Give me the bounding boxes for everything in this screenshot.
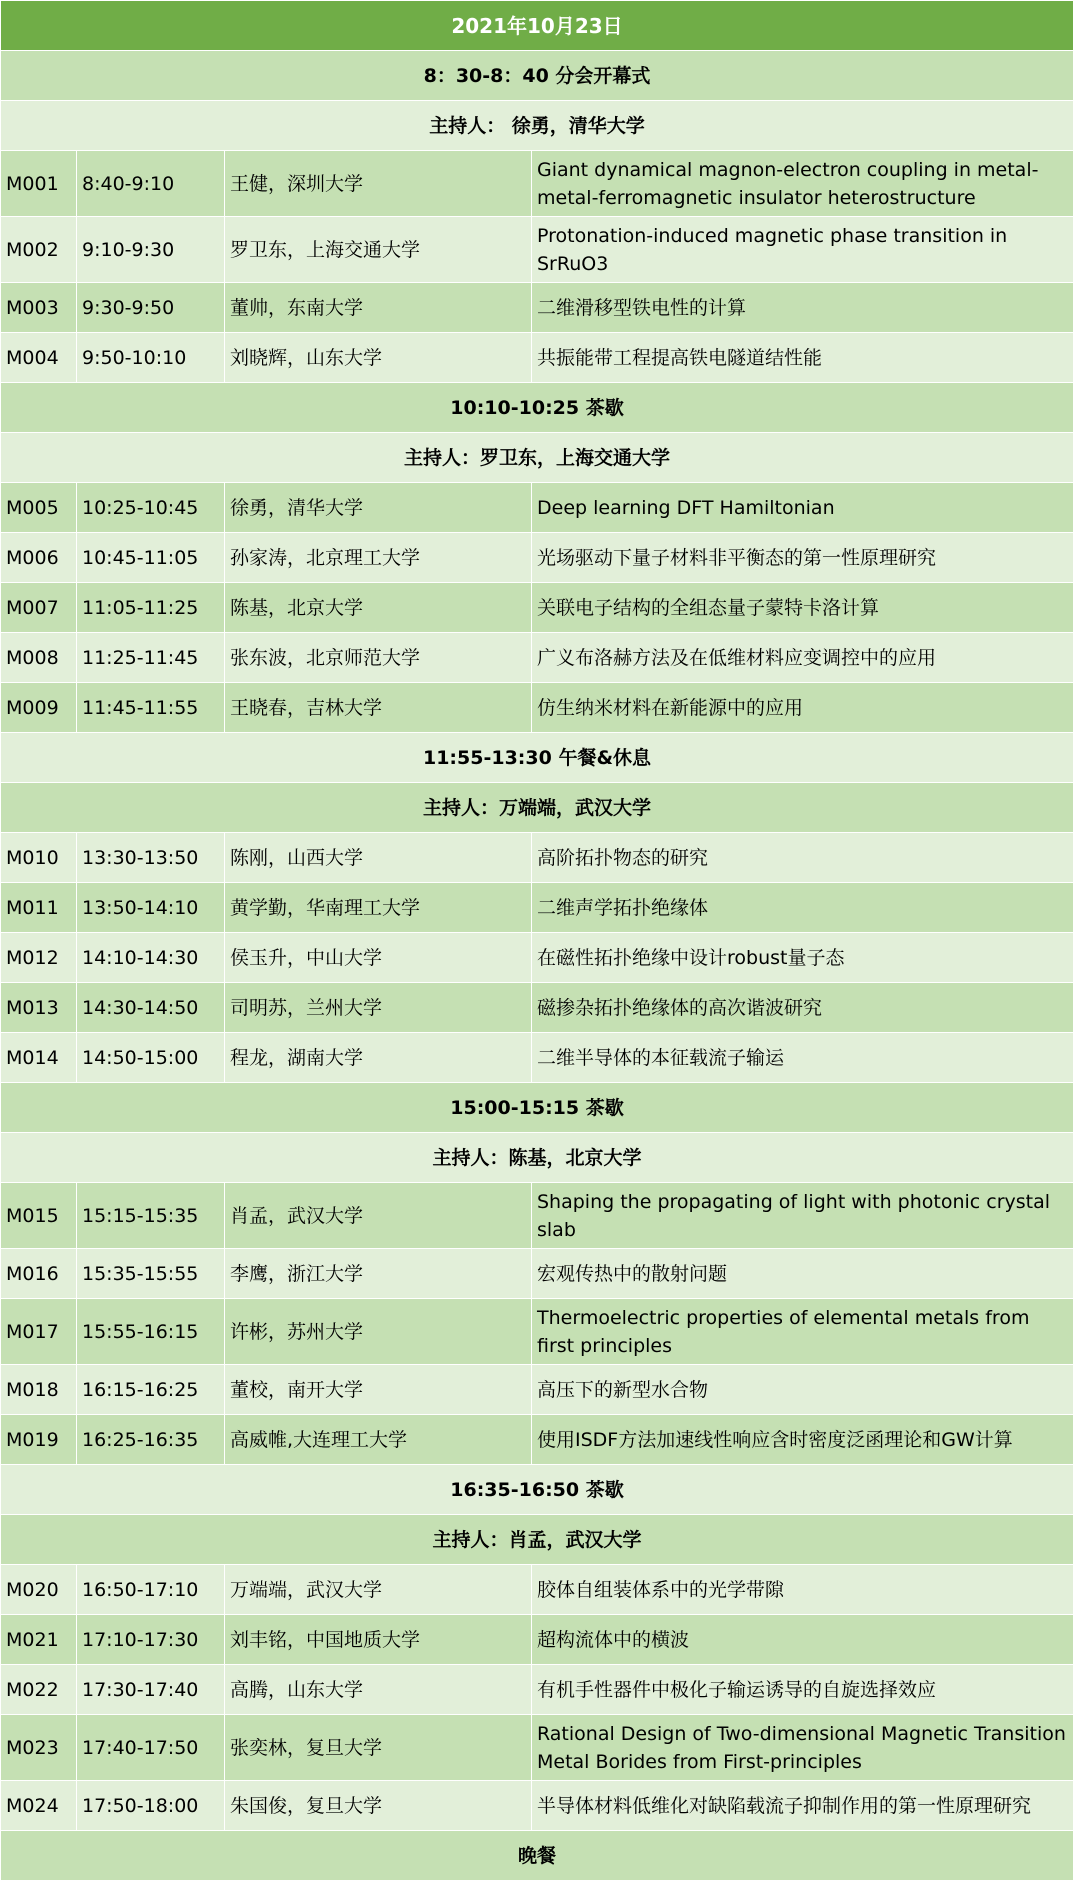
date-header-row [1, 1, 1073, 51]
talk-time: 11:25-11:45 [77, 633, 225, 683]
talk-id: M002 [1, 217, 77, 283]
talk-speaker: 程龙，湖南大学 [225, 1033, 532, 1083]
session-banner-row [1, 383, 1073, 433]
talk-id: M008 [1, 633, 77, 683]
talk-title: Giant dynamical magnon-electron coupling in metal-metal-ferromagnetic insulator heterostructure [532, 151, 1073, 217]
talk-id: M016 [1, 1249, 77, 1299]
talk-speaker: 陈刚，山西大学 [225, 833, 532, 883]
talk-id: M004 [1, 333, 77, 383]
talk-speaker: 徐勇，清华大学 [225, 483, 532, 533]
talk-speaker: 高威帷,大连理工大学 [225, 1415, 532, 1465]
talk-id: M009 [1, 683, 77, 733]
talk-speaker: 司明苏，兰州大学 [225, 983, 532, 1033]
talk-title: 二维声学拓扑绝缘体 [532, 883, 1073, 933]
talk-id: M012 [1, 933, 77, 983]
talk-row [1, 833, 1073, 883]
talk-title: 胶体自组装体系中的光学带隙 [532, 1565, 1073, 1615]
talk-id: M021 [1, 1615, 77, 1665]
talk-id: M011 [1, 883, 77, 933]
talk-row [1, 533, 1073, 583]
talk-title: 半导体材料低维化对缺陷载流子抑制作用的第一性原理研究 [532, 1781, 1073, 1831]
talk-speaker: 刘丰铭，中国地质大学 [225, 1615, 532, 1665]
talk-speaker: 黄学勤，华南理工大学 [225, 883, 532, 933]
session-banner: 16:35-16:50 茶歇 [1, 1465, 1073, 1515]
talk-time: 9:50-10:10 [77, 333, 225, 383]
talk-row [1, 1415, 1073, 1465]
talk-id: M018 [1, 1365, 77, 1415]
session-banner-row [1, 101, 1073, 151]
talk-row [1, 483, 1073, 533]
talk-id: M014 [1, 1033, 77, 1083]
talk-row [1, 1715, 1073, 1781]
session-banner: 主持人： 徐勇，清华大学 [1, 101, 1073, 151]
talk-row [1, 1565, 1073, 1615]
talk-time: 11:05-11:25 [77, 583, 225, 633]
talk-speaker: 侯玉升，中山大学 [225, 933, 532, 983]
talk-title: 共振能带工程提高铁电隧道结性能 [532, 333, 1073, 383]
talk-row [1, 583, 1073, 633]
talk-title: 高阶拓扑物态的研究 [532, 833, 1073, 883]
session-banner: 主持人：罗卫东，上海交通大学 [1, 433, 1073, 483]
talk-speaker: 万端端，武汉大学 [225, 1565, 532, 1615]
session-banner-row [1, 1083, 1073, 1133]
talk-id: M015 [1, 1183, 77, 1249]
talk-row [1, 1033, 1073, 1083]
talk-id: M013 [1, 983, 77, 1033]
talk-row [1, 1299, 1073, 1365]
session-banner: 主持人：万端端，武汉大学 [1, 783, 1073, 833]
talk-time: 16:50-17:10 [77, 1565, 225, 1615]
talk-id: M003 [1, 283, 77, 333]
date-header: 2021年10月23日 [1, 1, 1073, 51]
talk-title: Protonation-induced magnetic phase transition in SrRuO3 [532, 217, 1073, 283]
talk-title: 高压下的新型水合物 [532, 1365, 1073, 1415]
session-banner-row [1, 51, 1073, 101]
session-banner: 10:10-10:25 茶歇 [1, 383, 1073, 433]
talk-title: Deep learning DFT Hamiltonian [532, 483, 1073, 533]
talk-title: 关联电子结构的全组态量子蒙特卡洛计算 [532, 583, 1073, 633]
session-banner-row [1, 1515, 1073, 1565]
talk-time: 14:10-14:30 [77, 933, 225, 983]
talk-speaker: 罗卫东，上海交通大学 [225, 217, 532, 283]
talk-speaker: 孙家涛，北京理工大学 [225, 533, 532, 583]
talk-id: M005 [1, 483, 77, 533]
talk-row [1, 1615, 1073, 1665]
talk-row [1, 1781, 1073, 1831]
session-banner-row [1, 433, 1073, 483]
talk-speaker: 王晓春，吉林大学 [225, 683, 532, 733]
talk-title: 二维半导体的本征载流子输运 [532, 1033, 1073, 1083]
talk-title: 二维滑移型铁电性的计算 [532, 283, 1073, 333]
talk-speaker: 朱国俊，复旦大学 [225, 1781, 532, 1831]
talk-row [1, 333, 1073, 383]
talk-speaker: 张奕林，复旦大学 [225, 1715, 532, 1781]
talk-time: 17:30-17:40 [77, 1665, 225, 1715]
talk-row [1, 1249, 1073, 1299]
talk-time: 17:40-17:50 [77, 1715, 225, 1781]
talk-row [1, 1183, 1073, 1249]
talk-row [1, 933, 1073, 983]
talk-title: 仿生纳米材料在新能源中的应用 [532, 683, 1073, 733]
talk-id: M023 [1, 1715, 77, 1781]
talk-speaker: 高腾，山东大学 [225, 1665, 532, 1715]
talk-title: 宏观传热中的散射问题 [532, 1249, 1073, 1299]
session-banner-row [1, 1465, 1073, 1515]
talk-row [1, 217, 1073, 283]
schedule-body [1, 1, 1073, 1881]
session-banner: 主持人：肖孟，武汉大学 [1, 1515, 1073, 1565]
talk-title: 广义布洛赫方法及在低维材料应变调控中的应用 [532, 633, 1073, 683]
session-banner: 15:00-15:15 茶歇 [1, 1083, 1073, 1133]
talk-title: 光场驱动下量子材料非平衡态的第一性原理研究 [532, 533, 1073, 583]
talk-speaker: 许彬，苏州大学 [225, 1299, 532, 1365]
talk-time: 14:30-14:50 [77, 983, 225, 1033]
session-banner: 11:55-13:30 午餐&休息 [1, 733, 1073, 783]
talk-speaker: 刘晓辉，山东大学 [225, 333, 532, 383]
talk-row [1, 983, 1073, 1033]
talk-speaker: 李鹰，浙江大学 [225, 1249, 532, 1299]
talk-time: 15:15-15:35 [77, 1183, 225, 1249]
talk-speaker: 张东波，北京师范大学 [225, 633, 532, 683]
talk-row [1, 1665, 1073, 1715]
talk-id: M020 [1, 1565, 77, 1615]
talk-time: 11:45-11:55 [77, 683, 225, 733]
talk-time: 9:10-9:30 [77, 217, 225, 283]
session-banner: 主持人：陈基，北京大学 [1, 1133, 1073, 1183]
talk-time: 15:35-15:55 [77, 1249, 225, 1299]
session-banner-row [1, 1831, 1073, 1881]
talk-id: M022 [1, 1665, 77, 1715]
talk-speaker: 陈基，北京大学 [225, 583, 532, 633]
talk-title: 磁掺杂拓扑绝缘体的高次谐波研究 [532, 983, 1073, 1033]
talk-time: 13:50-14:10 [77, 883, 225, 933]
session-banner-row [1, 733, 1073, 783]
talk-row [1, 283, 1073, 333]
talk-time: 16:15-16:25 [77, 1365, 225, 1415]
talk-time: 17:50-18:00 [77, 1781, 225, 1831]
talk-speaker: 董帅，东南大学 [225, 283, 532, 333]
session-banner: 8：30-8：40 分会开幕式 [1, 51, 1073, 101]
talk-title: 使用ISDF方法加速线性响应含时密度泛函理论和GW计算 [532, 1415, 1073, 1465]
talk-title: Shaping the propagating of light with photonic crystal slab [532, 1183, 1073, 1249]
talk-id: M007 [1, 583, 77, 633]
talk-row [1, 633, 1073, 683]
talk-time: 13:30-13:50 [77, 833, 225, 883]
talk-speaker: 董校，南开大学 [225, 1365, 532, 1415]
talk-row [1, 883, 1073, 933]
talk-title: 有机手性器件中极化子输运诱导的自旋选择效应 [532, 1665, 1073, 1715]
talk-time: 16:25-16:35 [77, 1415, 225, 1465]
talk-time: 17:10-17:30 [77, 1615, 225, 1665]
talk-speaker: 肖孟，武汉大学 [225, 1183, 532, 1249]
talk-id: M024 [1, 1781, 77, 1831]
talk-id: M017 [1, 1299, 77, 1365]
session-banner-row [1, 1133, 1073, 1183]
talk-id: M001 [1, 151, 77, 217]
talk-id: M006 [1, 533, 77, 583]
talk-time: 10:45-11:05 [77, 533, 225, 583]
talk-time: 10:25-10:45 [77, 483, 225, 533]
talk-title: Thermoelectric properties of elemental metals from first principles [532, 1299, 1073, 1365]
talk-time: 8:40-9:10 [77, 151, 225, 217]
talk-title: 在磁性拓扑绝缘中设计robust量子态 [532, 933, 1073, 983]
talk-time: 14:50-15:00 [77, 1033, 225, 1083]
talk-id: M010 [1, 833, 77, 883]
talk-title: Rational Design of Two-dimensional Magnetic Transition Metal Borides from First-principles [532, 1715, 1073, 1781]
session-banner: 晚餐 [1, 1831, 1073, 1881]
talk-speaker: 王健，深圳大学 [225, 151, 532, 217]
talk-row [1, 1365, 1073, 1415]
talk-time: 15:55-16:15 [77, 1299, 225, 1365]
session-banner-row [1, 783, 1073, 833]
talk-title: 超构流体中的横波 [532, 1615, 1073, 1665]
talk-row [1, 683, 1073, 733]
talk-time: 9:30-9:50 [77, 283, 225, 333]
talk-id: M019 [1, 1415, 77, 1465]
talk-row [1, 151, 1073, 217]
